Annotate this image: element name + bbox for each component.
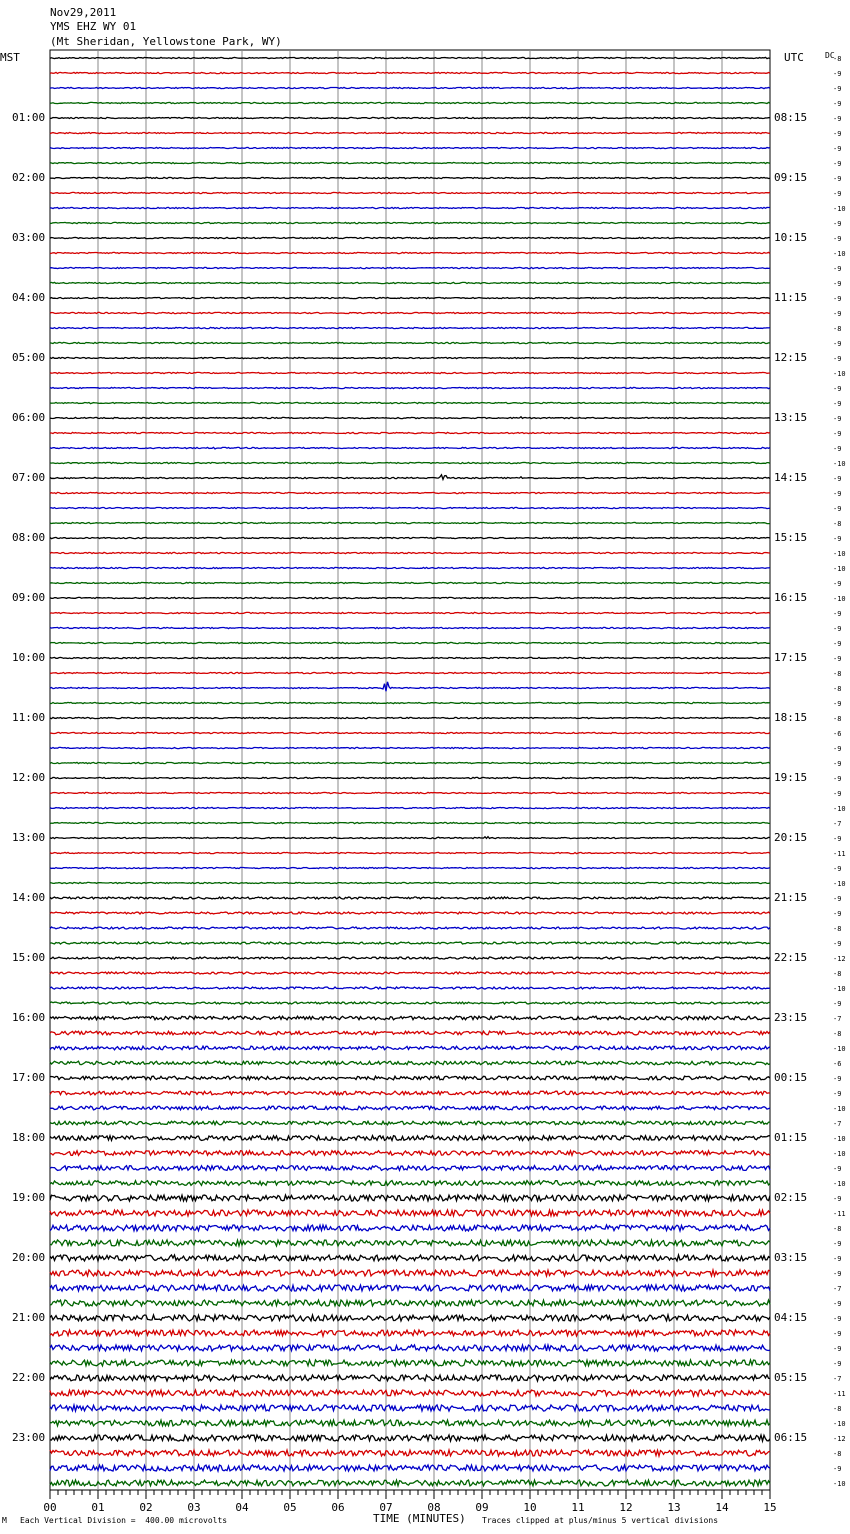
- seismic-trace: [50, 852, 770, 853]
- dc-offset-label: -7: [833, 820, 842, 828]
- dc-offset-label: -10: [833, 595, 846, 603]
- seismic-trace: [50, 1330, 770, 1336]
- utc-hour-label: 05:15: [774, 1371, 808, 1384]
- dc-offset-label: -9: [833, 1240, 842, 1248]
- utc-hour-label: 21:15: [774, 891, 808, 904]
- seismic-trace: [50, 1061, 770, 1065]
- x-tick-label: 10: [523, 1501, 537, 1514]
- seismic-trace: [50, 357, 770, 358]
- dc-offset-label: -7: [833, 1285, 842, 1293]
- dc-offset-label: -8: [833, 325, 842, 333]
- dc-offset-label: -7: [833, 1375, 842, 1383]
- seismic-trace: [50, 402, 770, 403]
- seismic-trace: [50, 837, 770, 839]
- utc-hour-label: 06:15: [774, 1431, 808, 1444]
- seismic-trace: [50, 627, 770, 628]
- dc-offset-label: -9: [833, 145, 842, 153]
- seismic-trace: [50, 567, 770, 568]
- utc-hour-label: 16:15: [774, 591, 808, 604]
- dc-offset-label: -11: [833, 1390, 846, 1398]
- dc-offset-label: -8: [833, 1225, 842, 1233]
- dc-offset-label: -9: [833, 1345, 842, 1353]
- x-tick-label: 07: [379, 1501, 393, 1514]
- seismic-trace: [50, 207, 770, 208]
- seismic-trace: [50, 987, 770, 989]
- mst-hour-label: 10:00: [12, 651, 46, 664]
- seismic-trace: [50, 267, 770, 268]
- seismic-trace: [50, 1031, 770, 1035]
- dc-offset-label: -9: [833, 175, 842, 183]
- seismic-trace: [50, 1450, 770, 1456]
- dc-offset-label: -8: [833, 1030, 842, 1038]
- dc-offset-label: -9: [833, 340, 842, 348]
- utc-hour-label: 02:15: [774, 1191, 808, 1204]
- seismic-trace: [50, 87, 770, 88]
- dc-offset-label: -8: [833, 55, 842, 63]
- seismic-trace: [50, 117, 770, 118]
- seismic-trace: [50, 642, 770, 643]
- dc-offset-label: -9: [833, 1330, 842, 1338]
- seismic-trace: [50, 777, 770, 778]
- seismic-trace: [50, 192, 770, 193]
- seismic-trace: [50, 1076, 770, 1080]
- dc-offset-label: -9: [833, 280, 842, 288]
- dc-offset-label: -9: [833, 535, 842, 543]
- utc-hour-label: 23:15: [774, 1011, 808, 1024]
- seismic-trace: [50, 942, 770, 944]
- seismic-trace: [50, 717, 770, 718]
- dc-offset-label: -10: [833, 205, 846, 213]
- dc-offset-label: -9: [833, 415, 842, 423]
- dc-offset-label: -9: [833, 190, 842, 198]
- mst-hour-label: 14:00: [12, 891, 46, 904]
- dc-offset-label: -9: [833, 400, 842, 408]
- mst-hour-label: 03:00: [12, 231, 46, 244]
- dc-offset-label: -9: [833, 235, 842, 243]
- seismic-trace: [50, 1195, 770, 1201]
- seismic-trace: [50, 657, 770, 658]
- seismic-trace: [50, 1166, 770, 1171]
- dc-offset-label: -9: [833, 1315, 842, 1323]
- dc-offset-label: -9: [833, 1165, 842, 1173]
- dc-offset-label: -9: [833, 760, 842, 768]
- mst-hour-label: 11:00: [12, 711, 46, 724]
- dc-offset-label: -9: [833, 475, 842, 483]
- seismic-trace: [50, 162, 770, 163]
- seismic-trace: [50, 897, 770, 899]
- dc-offset-label: -9: [833, 1255, 842, 1263]
- scale-mark: M: [2, 1516, 7, 1525]
- x-tick-label: 08: [427, 1501, 441, 1514]
- utc-hour-label: 22:15: [774, 951, 808, 964]
- dc-offset-label: -9: [833, 445, 842, 453]
- dc-offset-label: -9: [833, 1195, 842, 1203]
- dc-column-title: DC: [825, 51, 835, 60]
- seismic-trace: [50, 462, 770, 463]
- mst-hour-label: 22:00: [12, 1371, 46, 1384]
- mst-hour-label: 15:00: [12, 951, 46, 964]
- dc-offset-label: -10: [833, 985, 846, 993]
- dc-offset-label: -9: [833, 1360, 842, 1368]
- dc-offset-label: -9: [833, 130, 842, 138]
- mst-hour-label: 19:00: [12, 1191, 46, 1204]
- seismic-trace: [50, 222, 770, 223]
- x-axis-title: TIME (MINUTES): [373, 1512, 466, 1525]
- dc-offset-label: -10: [833, 880, 846, 888]
- seismic-trace: [50, 1181, 770, 1186]
- mst-axis-title: MST: [0, 51, 20, 64]
- utc-axis-title: UTC: [784, 51, 804, 64]
- dc-offset-label: -9: [833, 580, 842, 588]
- dc-offset-label: -11: [833, 1210, 846, 1218]
- dc-offset-label: -9: [833, 1300, 842, 1308]
- utc-hour-label: 00:15: [774, 1071, 808, 1084]
- seismic-trace: [50, 1210, 770, 1216]
- dc-offset-label: -10: [833, 1150, 846, 1158]
- seismic-trace: [50, 792, 770, 793]
- x-tick-label: 01: [91, 1501, 105, 1514]
- seismic-trace: [50, 582, 770, 583]
- seismic-trace: [50, 1121, 770, 1125]
- seismic-trace: [50, 282, 770, 283]
- x-tick-label: 13: [667, 1501, 681, 1514]
- dc-offset-label: -9: [833, 625, 842, 633]
- x-tick-label: 11: [571, 1501, 585, 1514]
- seismic-trace: [50, 537, 770, 538]
- mst-hour-label: 18:00: [12, 1131, 46, 1144]
- seismic-trace: [50, 1300, 770, 1306]
- seismic-trace: [50, 882, 770, 883]
- dc-offset-label: -9: [833, 790, 842, 798]
- seismic-trace: [50, 807, 770, 808]
- seismic-trace: [50, 867, 770, 869]
- dc-offset-label: -10: [833, 1420, 846, 1428]
- seismic-trace: [50, 102, 770, 103]
- seismic-trace: [50, 72, 770, 73]
- seismic-trace: [50, 1480, 770, 1486]
- seismic-trace: [50, 417, 770, 419]
- seismic-trace: [50, 1151, 770, 1156]
- utc-hour-label: 17:15: [774, 651, 808, 664]
- dc-offset-label: -8: [833, 685, 842, 693]
- seismic-trace: [50, 1016, 770, 1020]
- dc-offset-label: -9: [833, 745, 842, 753]
- seismic-trace: [50, 387, 770, 388]
- dc-offset-label: -7: [833, 1120, 842, 1128]
- seismic-trace: [50, 747, 770, 748]
- seismic-trace: [50, 912, 770, 914]
- dc-offset-label: -10: [833, 460, 846, 468]
- dc-offset-label: -9: [833, 100, 842, 108]
- dc-offset-label: -8: [833, 670, 842, 678]
- seismic-trace: [50, 432, 770, 433]
- seismic-trace: [50, 1315, 770, 1321]
- mst-hour-label: 23:00: [12, 1431, 46, 1444]
- dc-offset-label: -9: [833, 265, 842, 273]
- utc-hour-label: 15:15: [774, 531, 808, 544]
- x-tick-label: 05: [283, 1501, 297, 1514]
- dc-offset-label: -9: [833, 865, 842, 873]
- dc-offset-label: -10: [833, 1045, 846, 1053]
- dc-offset-label: -9: [833, 490, 842, 498]
- dc-offset-label: -9: [833, 355, 842, 363]
- seismic-trace: [50, 507, 770, 508]
- dc-offset-label: -12: [833, 955, 846, 963]
- dc-offset-label: -9: [833, 310, 842, 318]
- dc-offset-label: -9: [833, 295, 842, 303]
- seismic-trace: [50, 732, 770, 733]
- utc-hour-label: 14:15: [774, 471, 808, 484]
- seismic-trace: [50, 1435, 770, 1441]
- seismic-trace: [50, 1420, 770, 1426]
- seismic-trace: [50, 612, 770, 613]
- seismic-trace: [50, 682, 770, 692]
- seismic-trace: [50, 297, 770, 298]
- utc-hour-label: 12:15: [774, 351, 808, 364]
- seismic-trace: [50, 252, 770, 253]
- mst-hour-label: 01:00: [12, 111, 46, 124]
- dc-offset-label: -7: [833, 1015, 842, 1023]
- dc-offset-label: -6: [833, 1060, 842, 1068]
- seismic-trace: [50, 492, 770, 493]
- seismic-trace: [50, 822, 770, 823]
- seismic-trace: [50, 1046, 770, 1050]
- utc-hour-label: 03:15: [774, 1251, 808, 1264]
- seismic-trace: [50, 702, 770, 703]
- seismic-trace: [50, 147, 770, 148]
- x-tick-label: 00: [43, 1501, 57, 1514]
- station-location: (Mt Sheridan, Yellowstone Park, WY): [50, 35, 282, 48]
- utc-hour-label: 08:15: [774, 111, 808, 124]
- utc-hour-label: 11:15: [774, 291, 808, 304]
- utc-hour-label: 19:15: [774, 771, 808, 784]
- dc-offset-label: -9: [833, 115, 842, 123]
- dc-offset-label: -9: [833, 505, 842, 513]
- seismic-trace: [50, 312, 770, 313]
- seismic-trace: [50, 927, 770, 929]
- mst-hour-label: 16:00: [12, 1011, 46, 1024]
- dc-offset-label: -9: [833, 940, 842, 948]
- seismic-trace: [50, 57, 770, 58]
- seismic-trace: [50, 522, 770, 523]
- dc-offset-label: -9: [833, 835, 842, 843]
- dc-offset-label: -9: [833, 700, 842, 708]
- mst-hour-label: 20:00: [12, 1251, 46, 1264]
- dc-offset-label: -12: [833, 1435, 846, 1443]
- x-tick-label: 04: [235, 1501, 249, 1514]
- dc-offset-label: -9: [833, 85, 842, 93]
- utc-hour-label: 04:15: [774, 1311, 808, 1324]
- seismic-trace: [50, 1375, 770, 1381]
- plot-date: Nov29,2011: [50, 6, 117, 19]
- seismic-trace: [50, 1136, 770, 1141]
- utc-hour-label: 13:15: [774, 411, 808, 424]
- dc-offset-label: -10: [833, 565, 846, 573]
- dc-offset-label: -10: [833, 550, 846, 558]
- dc-offset-label: -9: [833, 1270, 842, 1278]
- dc-offset-label: -10: [833, 1480, 846, 1488]
- dc-offset-label: -9: [833, 220, 842, 228]
- mst-hour-label: 09:00: [12, 591, 46, 604]
- x-tick-label: 09: [475, 1501, 489, 1514]
- utc-hour-label: 09:15: [774, 171, 808, 184]
- dc-offset-label: -10: [833, 1135, 846, 1143]
- dc-offset-label: -9: [833, 775, 842, 783]
- seismic-trace: [50, 1285, 770, 1291]
- dc-offset-label: -9: [833, 430, 842, 438]
- dc-offset-label: -10: [833, 250, 846, 258]
- seismic-trace: [50, 342, 770, 343]
- seismic-trace: [50, 552, 770, 553]
- mst-hour-label: 21:00: [12, 1311, 46, 1324]
- x-tick-label: 15: [763, 1501, 777, 1514]
- dc-offset-label: -9: [833, 385, 842, 393]
- seismic-trace: [50, 972, 770, 974]
- seismic-trace: [50, 1255, 770, 1261]
- station-code: YMS EHZ WY 01: [50, 20, 137, 33]
- seismic-trace: [50, 372, 770, 373]
- dc-offset-label: -8: [833, 1405, 842, 1413]
- dc-offset-label: -9: [833, 1090, 842, 1098]
- scale-note: Each Vertical Division = 400.00 microvolts: [20, 1516, 228, 1525]
- seismic-trace: [50, 447, 770, 449]
- seismic-trace: [50, 1405, 770, 1411]
- seismic-trace: [50, 1225, 770, 1231]
- dc-offset-label: -8: [833, 925, 842, 933]
- seismic-trace: [50, 327, 770, 328]
- dc-offset-label: -11: [833, 850, 846, 858]
- dc-offset-label: -9: [833, 640, 842, 648]
- dc-offset-label: -8: [833, 520, 842, 528]
- seismic-trace: [50, 597, 770, 598]
- seismic-trace: [50, 1091, 770, 1095]
- mst-hour-label: 06:00: [12, 411, 46, 424]
- dc-offset-label: -9: [833, 1000, 842, 1008]
- mst-hour-label: 07:00: [12, 471, 46, 484]
- seismic-trace: [50, 1270, 770, 1276]
- x-tick-label: 12: [619, 1501, 633, 1514]
- dc-offset-label: -9: [833, 895, 842, 903]
- clip-note: Traces clipped at plus/minus 5 vertical divisions: [482, 1516, 719, 1525]
- mst-hour-label: 13:00: [12, 831, 46, 844]
- seismic-trace: [50, 1106, 770, 1110]
- seismic-trace: [50, 762, 770, 763]
- dc-offset-label: -8: [833, 1450, 842, 1458]
- dc-offset-label: -9: [833, 1465, 842, 1473]
- seismic-trace: [50, 1390, 770, 1396]
- seismic-trace: [50, 957, 770, 959]
- dc-offset-label: -8: [833, 970, 842, 978]
- seismic-trace: [50, 475, 770, 480]
- seismic-trace: [50, 237, 770, 238]
- dc-offset-label: -9: [833, 160, 842, 168]
- mst-hour-label: 05:00: [12, 351, 46, 364]
- utc-hour-label: 20:15: [774, 831, 808, 844]
- dc-offset-label: -6: [833, 730, 842, 738]
- dc-offset-label: -9: [833, 610, 842, 618]
- seismic-trace: [50, 132, 770, 133]
- dc-offset-label: -9: [833, 655, 842, 663]
- dc-offset-label: -10: [833, 805, 846, 813]
- seismic-trace: [50, 1345, 770, 1351]
- seismic-trace: [50, 177, 770, 178]
- x-tick-label: 14: [715, 1501, 729, 1514]
- utc-hour-label: 10:15: [774, 231, 808, 244]
- x-tick-label: 02: [139, 1501, 153, 1514]
- seismic-trace: [50, 672, 770, 673]
- mst-hour-label: 17:00: [12, 1071, 46, 1084]
- dc-offset-label: -9: [833, 1075, 842, 1083]
- mst-hour-label: 12:00: [12, 771, 46, 784]
- utc-hour-label: 18:15: [774, 711, 808, 724]
- seismic-trace: [50, 1360, 770, 1366]
- utc-hour-label: 01:15: [774, 1131, 808, 1144]
- dc-offset-label: -9: [833, 70, 842, 78]
- dc-offset-label: -10: [833, 1180, 846, 1188]
- seismic-trace: [50, 1240, 770, 1246]
- mst-hour-label: 04:00: [12, 291, 46, 304]
- x-tick-label: 06: [331, 1501, 345, 1514]
- dc-offset-label: -9: [833, 910, 842, 918]
- seismic-trace: [50, 1465, 770, 1471]
- mst-hour-label: 02:00: [12, 171, 46, 184]
- dc-offset-label: -10: [833, 370, 846, 378]
- dc-offset-label: -8: [833, 715, 842, 723]
- x-tick-label: 03: [187, 1501, 201, 1514]
- dc-offset-label: -10: [833, 1105, 846, 1113]
- mst-hour-label: 08:00: [12, 531, 46, 544]
- seismic-trace: [50, 1002, 770, 1004]
